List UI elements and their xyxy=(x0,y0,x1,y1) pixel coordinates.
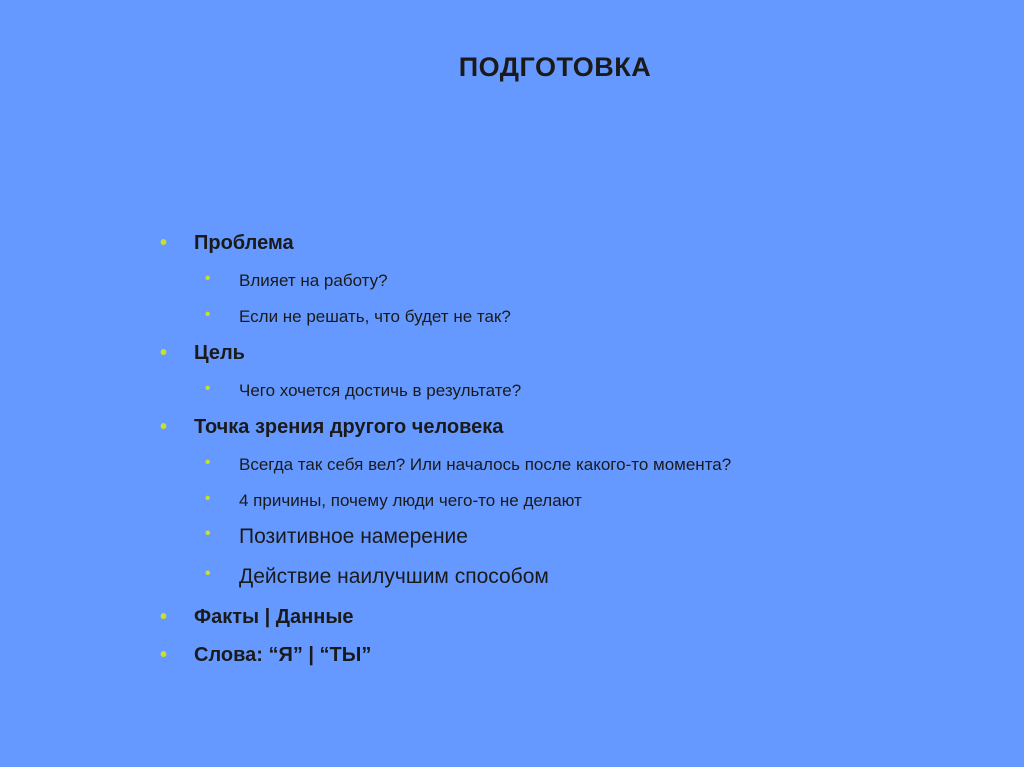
list-item-text: Факты | Данные xyxy=(194,606,354,628)
list-item-text: Действие наилучшим способом xyxy=(239,565,549,588)
list-item-text: Цель xyxy=(194,342,245,364)
list-item-text: Влияет на работу? xyxy=(239,271,388,290)
list-item xyxy=(160,302,731,338)
bullet-dot-icon: • xyxy=(205,380,211,397)
bullet-dot-icon: • xyxy=(205,490,211,507)
list-item xyxy=(160,562,731,602)
list-item xyxy=(160,338,731,376)
list-item xyxy=(160,412,731,450)
list-item-text: Проблема xyxy=(194,232,294,254)
list-item-text: Чего хочется достичь в результате? xyxy=(239,381,522,400)
list-item xyxy=(160,522,731,562)
bullet-dot-icon: • xyxy=(160,232,168,254)
list-item xyxy=(160,640,731,678)
bullet-dot-icon: • xyxy=(205,454,211,471)
list-item-text: 4 причины, почему люди чего-то не делают xyxy=(239,491,582,510)
list-item xyxy=(160,376,731,412)
list-item xyxy=(160,602,731,640)
bullet-dot-icon: • xyxy=(160,606,168,628)
list-item-text: Позитивное намерение xyxy=(239,525,468,548)
list-item xyxy=(160,486,731,522)
bullet-dot-icon: • xyxy=(160,416,168,438)
bullet-dot-icon: • xyxy=(205,270,211,287)
list-item-text: Всегда так себя вел? Или началось после какого-то момента? xyxy=(239,455,732,474)
bullet-list xyxy=(160,228,731,678)
bullet-dot-icon: • xyxy=(160,644,168,666)
list-item xyxy=(160,228,731,266)
bullet-dot-icon: • xyxy=(205,565,211,582)
list-item xyxy=(160,450,731,486)
list-item-text: Точка зрения другого человека xyxy=(194,416,504,438)
list-item xyxy=(160,266,731,302)
list-item-text: Если не решать, что будет не так? xyxy=(239,307,511,326)
bullet-dot-icon: • xyxy=(205,306,211,323)
list-item-text: Слова: “Я” | “ТЫ” xyxy=(194,644,372,666)
bullet-dot-icon: • xyxy=(205,525,211,542)
slide-title: ПОДГОТОВКА xyxy=(458,52,652,82)
bullet-dot-icon: • xyxy=(160,342,168,364)
